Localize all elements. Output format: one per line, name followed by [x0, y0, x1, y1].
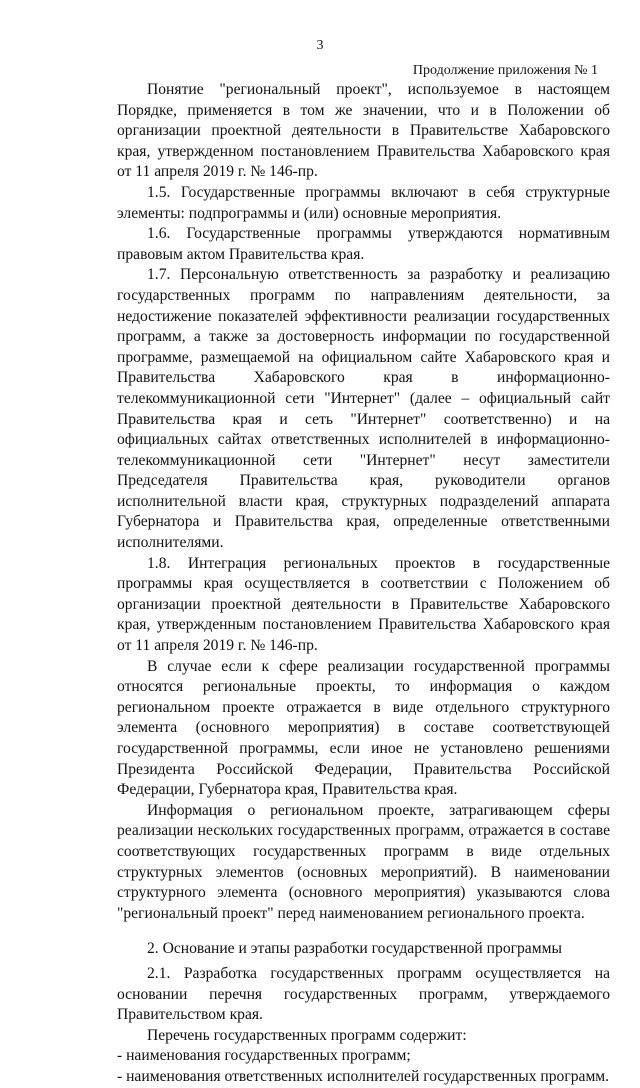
paragraph: 1.8. Интеграция региональных проектов в государственные программы края осуществляется в соответствии с Положением об организации проектной деятельности в Правительстве Хабаровского края, утвержденным постановлением Правительства Хабаровского края от 11 апреля 2019 г. № 146-пр. — [117, 554, 610, 655]
list-item: - наименования ответственных исполнителей государственных программ. — [117, 1067, 610, 1085]
paragraph: Понятие "региональный проект", используемое в настоящем Порядке, применяется в том же значении, что и в Положении об организации проектной деятельности в Правительстве Хабаровского края, утвержденном постановлением Правительства Хабаровского края от 11 апреля 2019 г. № 146-пр. — [117, 81, 610, 181]
section-heading: 2. Основание и этапы разработки государственной программы — [147, 940, 562, 958]
appendix-continuation-note: Продолжение приложения № 1 — [412, 63, 598, 78]
paragraph: 1.7. Персональную ответственность за разработку и реализацию государственных программ по направлениям деятельности, за недостижение показателей эффективности реализации государственных программ, а также за достоверность информации по государственной программе, размещаемой на официальном сайте Хабаровского края и Правительства Хабаровского края в информационно-телекоммуникационной сети "Интернет" (далее – официальный сайт Правительства края и сеть "Интернет" соответственно) и на официальных сайтах ответственных исполнителей в информационно-телекоммуникационной сети "Интернет" несут заместители Председателя Правительства края, руководители органов исполнительной власти края, структурных подразделений аппарата Губернатора и Правительства края, определенные ответственными исполнителями. — [117, 266, 610, 552]
paragraph: Информация о региональном проекте, затрагивающем сферы реализации нескольких государственных программ, отражается в составе соответствующих государственных программ в виде отдельных структурных элементов (основных мероприятий). В наименовании структурного элемента (основного мероприятия) указываются слова "региональный проект" перед наименованием регионального проекта. — [117, 801, 610, 922]
paragraph: В случае если к сфере реализации государственной программы относятся региональные проекты, то информация о каждом региональном проекте отражается в виде отдельного структурного элемента (основного мероприятия) в составе соответствующей государственной программы, если иное не установлено решениями Президента Российской Федерации, Правительства Российской Федерации, Губернатора края, Правительства края. — [117, 657, 610, 799]
paragraph: 1.5. Государственные программы включают в себя структурные элементы: подпрограммы и (или) основные мероприятия. — [117, 183, 610, 222]
page-number: 3 — [316, 38, 324, 53]
paragraph: 1.6. Государственные программы утверждаются нормативным правовым актом Правительства края. — [117, 225, 610, 263]
body-text — [117, 80, 610, 1088]
paragraph: 2.1. Разработка государственных программ осуществляется на основании перечня государственных программ, утверждаемого Правительством края. — [117, 964, 610, 1024]
list-item: - наименования государственных программ; — [117, 1047, 411, 1065]
paragraph: Перечень государственных программ содержит: — [147, 1026, 467, 1044]
